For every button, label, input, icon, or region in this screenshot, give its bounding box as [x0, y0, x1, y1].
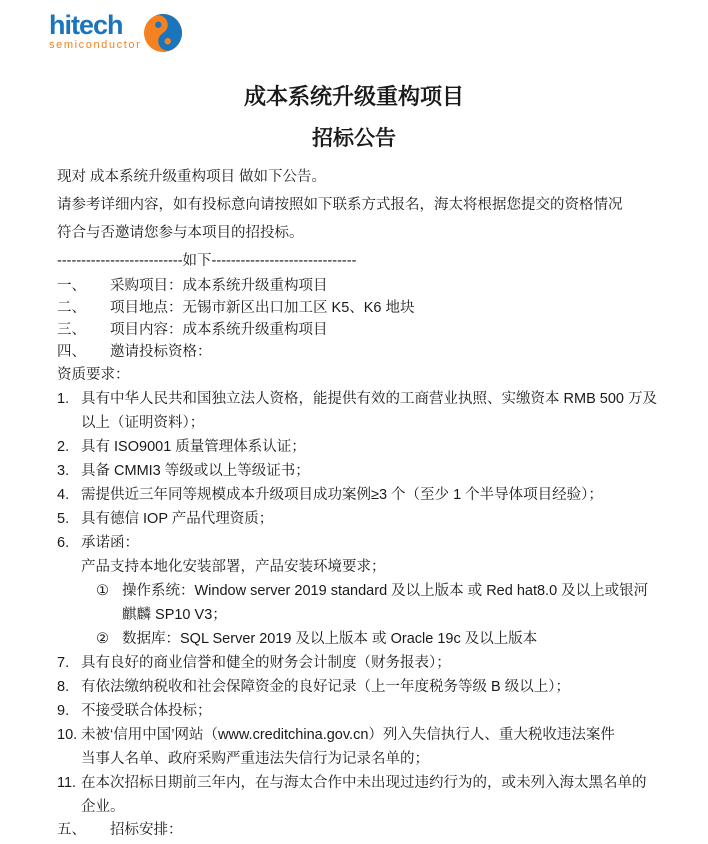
requirement-text [81, 483, 651, 507]
section-marker: 一、 [57, 278, 86, 294]
section-text: 邀请投标资格： [110, 344, 212, 360]
sub-item [81, 579, 651, 627]
requirement-line: 在本次招标日期前三年内，在与海太合作中未出现过违约行为的，或未列入海太黑名单的 [81, 775, 647, 791]
section-row [57, 341, 651, 363]
sub-item-line: 麒麟 SP10 V3； [122, 607, 227, 623]
requirement-note: 产品支持本地化安装部署，产品安装环境要求； [81, 559, 386, 575]
intro-paragraphs [57, 163, 651, 247]
intro-line: 现对 成本系统升级重构项目 做如下公告。 [57, 169, 327, 185]
section-text: 项目地点：无锡市新区出口加工区 K5、K6 地块 [110, 300, 415, 316]
requirement-number: 10. [57, 727, 78, 743]
sub-item-line: 操作系统：Window server 2019 standard 及以上版本 或 Red hat8.0 及以上或银河 [122, 583, 649, 599]
sub-item-marker: ② [96, 631, 109, 647]
requirement-number: 3. [57, 463, 70, 479]
requirement-number: 7. [57, 655, 70, 671]
brand-wordmark: hitech [49, 10, 123, 40]
requirement-item [57, 459, 651, 483]
section-row [57, 819, 651, 841]
requirement-text [81, 531, 651, 651]
requirement-item [57, 531, 651, 651]
section-text: 项目内容：成本系统升级重构项目 [110, 322, 328, 338]
section-marker: 四、 [57, 344, 86, 360]
requirements-list [57, 387, 657, 819]
sub-item [81, 627, 651, 651]
requirement-number: 2. [57, 439, 70, 455]
requirement-text [81, 699, 651, 723]
section-marker: 五、 [57, 822, 86, 838]
section-row [57, 297, 651, 319]
requirement-number: 1. [57, 391, 70, 407]
section-text: 采购项目：成本系统升级重构项目 [110, 278, 328, 294]
sub-item-line: 数据库：SQL Server 2019 及以上版本 或 Oracle 19c 及以上版本 [122, 631, 538, 647]
requirement-number: 6. [57, 535, 70, 551]
requirement-text [81, 507, 651, 531]
section-row [57, 275, 651, 297]
section-marker: 三、 [57, 322, 86, 338]
requirement-line: 不接受联合体投标； [81, 703, 212, 719]
brand-logo [49, 12, 651, 60]
requirement-text [81, 675, 651, 699]
requirement-line: 具备 CMMI3 等级或以上等级证书； [81, 463, 310, 479]
requirement-line: 具有 ISO9001 质量管理体系认证； [81, 439, 306, 455]
sub-item-text [122, 579, 651, 627]
qualifications-heading: 资质要求： [57, 367, 130, 383]
requirement-line: 承诺函： [81, 535, 139, 551]
requirement-item [57, 507, 651, 531]
requirement-number: 5. [57, 511, 70, 527]
requirement-number: 4. [57, 487, 70, 503]
dashed-separator: --------------------------如下------------------------------ [57, 253, 357, 269]
requirement-item [57, 771, 651, 819]
requirement-text [81, 771, 651, 819]
requirement-item [57, 483, 651, 507]
requirement-item [57, 723, 651, 771]
requirement-line: 当事人名单、政府采购严重违法失信行为记录名单的； [81, 751, 429, 767]
requirement-text [81, 651, 651, 675]
requirement-item [57, 387, 657, 435]
sub-item-marker: ① [96, 583, 109, 599]
section-text: 招标安排： [110, 822, 183, 838]
brand-text-block [49, 12, 141, 52]
section-row [57, 319, 651, 341]
section-list [57, 275, 651, 363]
requirement-text [81, 435, 651, 459]
requirement-item [57, 675, 651, 699]
requirement-line: 具有德信 IOP 产品代理资质； [81, 511, 274, 527]
requirement-line: 需提供近三年同等规模成本升级项目成功案例≥3 个（至少 1 个半导体项目经验）； [81, 487, 603, 503]
requirement-text [81, 387, 657, 435]
requirement-text [81, 459, 651, 483]
intro-line: 符合与否邀请您参与本项目的招投标。 [57, 225, 304, 241]
yin-yang-logo-icon [143, 13, 183, 58]
document-subtitle: 招标公告 [312, 127, 396, 150]
requirement-line: 未被‘信用中国’网站（www.creditchina.gov.cn）列入失信执行人、重大税收违法案件 [81, 727, 615, 743]
requirement-text [81, 723, 651, 771]
document-title: 成本系统升级重构项目 [243, 84, 464, 109]
intro-line: 请参考详细内容，如有投标意向请按照如下联系方式报名，海太将根据您提交的资格情况 [57, 197, 623, 213]
requirement-line: 有依法缴纳税收和社会保障资金的良好记录（上一年度税务等级 B 级以上）； [81, 679, 570, 695]
requirement-number: 9. [57, 703, 70, 719]
requirement-item [57, 435, 651, 459]
requirement-line: 具有良好的商业信誉和健全的财务会计制度（财务报表）； [81, 655, 451, 671]
requirement-number: 8. [57, 679, 70, 695]
requirement-line: 企业。 [81, 799, 125, 815]
requirement-line: 具有中华人民共和国独立法人资格，能提供有效的工商营业执照、实缴资本 RMB 500 万及 [81, 391, 657, 407]
requirement-number: 11. [57, 775, 77, 791]
section-marker: 二、 [57, 300, 86, 316]
requirement-item [57, 699, 651, 723]
requirement-item [57, 651, 651, 675]
sub-item-text [122, 627, 651, 651]
brand-tagline: semiconductor [49, 39, 142, 51]
requirement-line: 以上（证明资料）； [81, 415, 205, 431]
